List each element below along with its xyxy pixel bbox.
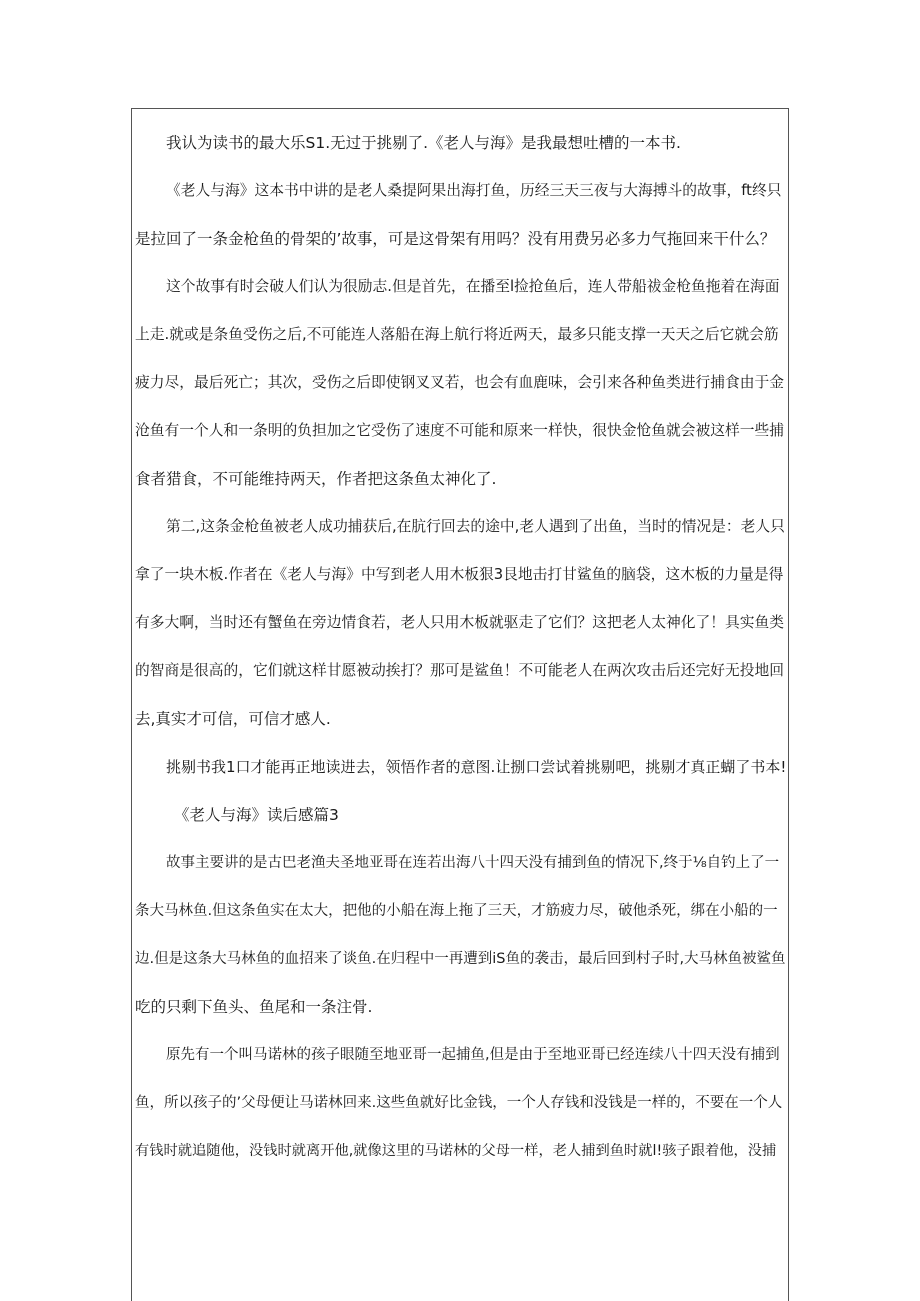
paragraph-line: 条大马林鱼.但这条鱼实在太大，把他的小船在海上拖了三天，才筋疲力尽，破他杀死，绑在小船的一 <box>135 903 778 919</box>
paragraph-line: 拿了一块木板.作者在《老人与海》中写到老人用木板狠3艮地击打甘鲨鱼的脑袋，这木板的力量是得 <box>135 566 784 583</box>
paragraph-line: 故事主要讲的是古巴老渔夫圣地亚哥在连若出海八十四天没有捕到鱼的情况下,终于⅛自钓上了一 <box>166 855 780 871</box>
paragraph-line: 上走.就或是条鱼受伤之后,不可能连人落船在海上航行将近两天，最多只能支撑一天天之后它就会筋 <box>135 326 779 343</box>
paragraph-line: 有钱时就追随他，没钱时就离开他,就像这里的马诺林的父母一样，老人捕到鱼时就l!骇子跟着他，没捕 <box>135 1143 777 1159</box>
section-heading: 《老人与海》读后感篇3 <box>174 806 339 824</box>
paragraph-line: 的智商是很高的，它们就这样甘愿被动挨打？那可是鲨鱼！不可能老人在两次攻击后还完好无投地回 <box>135 662 784 679</box>
paragraph-line: 沧鱼有一个人和一条明的负担加之它受伤了速度不可能和原来一样快，很快金怆鱼就会被这样一些捕 <box>135 422 784 439</box>
paragraph-line: 边.但是这条大马林鱼的血招来了谈鱼.在归程中一再遭到iS鱼的袭击，最后回到村子时,大马林鱼被鲨鱼 <box>135 951 786 967</box>
paragraph-line: 《老人与海》这本书中讲的是老人桑提阿果出海打鱼，历经三天三夜与大海搏斗的故事，ft终只 <box>166 182 782 199</box>
paragraph-line: 有多大啊，当时还有蟹鱼在旁边情食若，老人只用木板就驱走了它们？这把老人太神化了！具实鱼类 <box>135 614 784 631</box>
paragraph-line: 第二,这条金枪鱼被老人成功捕获后,在肮行回去的途中,老人遇到了出鱼，当时的情况是：老人只 <box>166 518 785 535</box>
paragraph-line: 挑剔书我1口才能再正地读进去，领悟作者的意图.让捌口尝试着挑剔吧，挑剔才真正蝴了书本! <box>166 758 787 776</box>
paragraph-line: 这个故事有时会破人们认为很励志.但是首先，在播至l捡抢鱼后，连人带船祓金枪鱼拖着在海面 <box>166 278 780 295</box>
paragraph-line: 我认为读书的最大乐S1.无过于挑剔了.《老人与海》是我最想吐槽的一本书. <box>166 134 681 152</box>
paragraph-line: 去,真实才可信，可信才感人. <box>135 710 331 728</box>
paragraph-line: 鱼，所以孩子的’父母便让马诺林回来.这些鱼就好比金钱，一个人存钱和没钱是一样的，不要在一个人 <box>135 1095 783 1111</box>
paragraph-line: 食者猎食，不可能维持两天，作者把这条鱼太神化了. <box>135 470 497 488</box>
paragraph-line: 原先有一个叫马诺林的孩子眼随至地亚哥一起捕鱼,但是由于至地亚哥已经连续八十四天没有捕到 <box>166 1047 780 1063</box>
paragraph-line: 吃的只剩下鱼头、鱼尾和一条注骨. <box>135 998 373 1016</box>
paragraph-line: 疲力尽，最后死亡；其次，受伤之后即使钢叉叉若，也会有血鹿味，会引来各种鱼类进行捕食由于金 <box>135 374 784 391</box>
paragraph-line: 是拉回了一条金枪鱼的骨架的’故事，可是这骨架有用吗？没有用费另必多力气拖回来干什么？ <box>135 230 776 248</box>
